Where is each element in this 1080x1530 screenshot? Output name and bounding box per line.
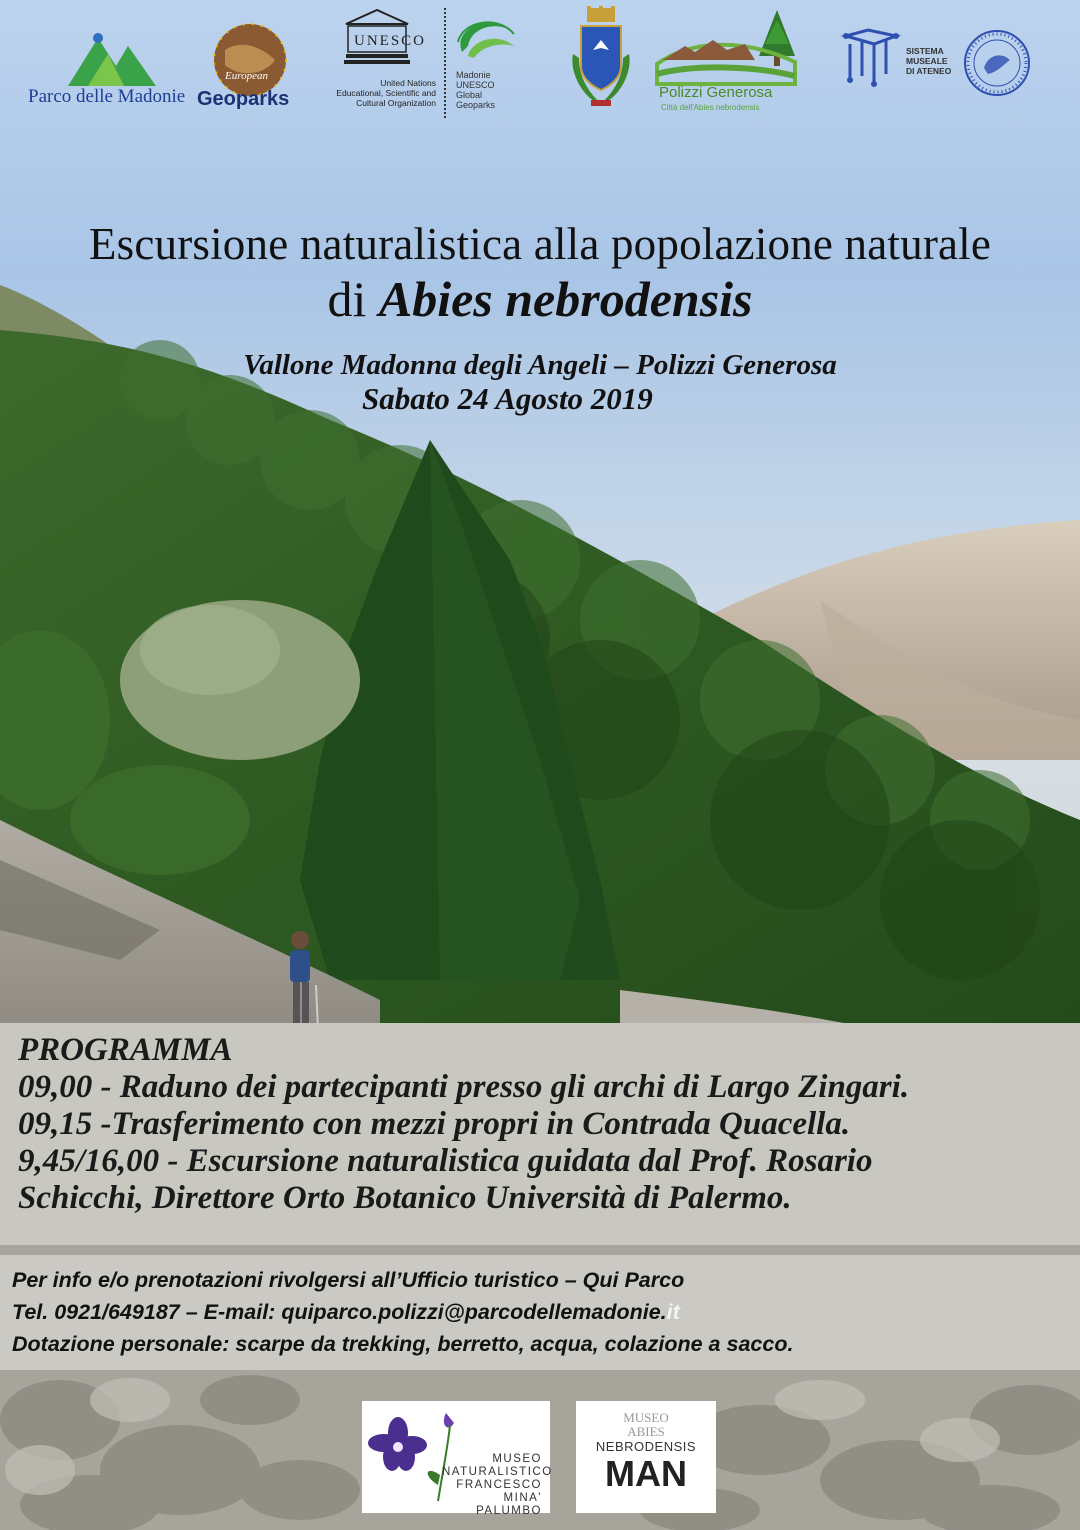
event-title-prefix: di <box>327 271 367 327</box>
unesco-divider <box>444 8 446 118</box>
polizzi-title: Polizzi Generosa <box>659 84 773 101</box>
sistema-caption-line2: MUSEALE <box>906 56 948 66</box>
university-seal-icon <box>962 28 1032 98</box>
info-contact-line: Per info e/o prenotazioni rivolgersi all’Ufficio turistico – Qui Parco <box>12 1268 685 1292</box>
info-phone-email-line <box>12 1296 1072 1328</box>
parco-madonie-label: Parco delle Madonie <box>28 86 186 107</box>
madonie-caption-line1: Madonie <box>456 70 491 80</box>
unesco-caption-line3: Cultural Organization <box>356 98 436 108</box>
geopark-swirl-icon <box>452 12 522 70</box>
comune-coat-of-arms-logo <box>565 4 637 112</box>
event-title-line1: Escursione naturalistica alla popolazione naturale <box>88 219 992 269</box>
museo1-line1: MUSEO <box>492 1453 542 1465</box>
museo1-line2: NATURALISTICO <box>442 1466 553 1478</box>
info-equipment-line: Dotazione personale: scarpe da trekking, berretto, acqua, colazione a sacco. <box>12 1332 794 1356</box>
unesco-caption-line2: Educational, Scientific and <box>336 88 436 98</box>
madonie-mountains-icon <box>28 26 188 88</box>
polizzi-generosa-logo <box>655 4 800 116</box>
museo1-line3: FRANCESCO <box>456 1479 542 1491</box>
madonie-caption-line2: UNESCO <box>456 80 495 90</box>
program-heading: PROGRAMMA <box>18 1032 233 1068</box>
unesco-logo <box>308 6 446 118</box>
coat-of-arms-icon <box>565 4 637 112</box>
event-date: Sabato 24 Agosto 2019 <box>362 381 653 416</box>
sistema-museale-grid-icon <box>840 26 902 88</box>
phone-email-text: Tel. 0921/649187 – E-mail: quiparco.polizzi@parcodellemadonie. <box>12 1300 667 1324</box>
museo2-line3: NEBRODENSIS <box>595 1439 697 1454</box>
museo2-line1: MUSEO <box>623 1410 669 1425</box>
museo-mina-palumbo-caption <box>442 1453 553 1518</box>
sistema-caption-line1: SISTEMA <box>906 46 944 56</box>
species-name: Abies nebrodensis <box>378 271 753 327</box>
madonie-geopark-caption <box>456 70 495 110</box>
european-geoparks-logo <box>195 20 305 115</box>
event-title-line2 <box>0 270 1080 328</box>
unesco-caption <box>308 78 436 108</box>
program-section <box>18 1032 1078 1217</box>
sistema-caption-line3: DI ATENEO <box>906 66 952 76</box>
museo-mina-palumbo-logo <box>362 1401 553 1517</box>
museo2-man: MAN <box>605 1453 687 1494</box>
parco-madonie-logo <box>28 26 188 116</box>
madonie-global-geopark-logo <box>452 12 532 117</box>
email-domain-suffix: it <box>666 1300 680 1324</box>
geoparks-european-text: European <box>225 70 268 82</box>
unesco-caption-line1: United Nations <box>380 78 436 88</box>
program-item: 09,15 -Trasferimento con mezzi propri in Contrada Quacella. <box>18 1106 851 1142</box>
madonie-caption-line3: Global <box>456 90 483 100</box>
program-item: Schicchi, Direttore Orto Botanico Università di Palermo. <box>18 1180 792 1216</box>
university-seal-logo <box>962 28 1032 98</box>
museo-abies-nebrodensis-logo <box>576 1401 716 1513</box>
museo2-line2: ABIES <box>627 1424 665 1439</box>
polizzi-town-icon <box>655 4 800 86</box>
program-item: 9,45/16,00 - Escursione naturalistica guidata dal Prof. Rosario <box>18 1143 873 1179</box>
polizzi-subtitle: Città dell'Abies nebrodensis <box>661 103 760 112</box>
sistema-museale-logo <box>840 26 960 96</box>
unesco-word: UNESCO <box>354 33 427 49</box>
madonie-caption-line4: Geoparks <box>456 100 496 110</box>
event-location: Vallone Madonna degli Angeli – Polizzi Generosa <box>243 349 837 381</box>
info-section <box>12 1264 1072 1360</box>
geoparks-label: Geoparks <box>197 88 290 110</box>
program-item: 09,00 - Raduno dei partecipanti presso gli archi di Largo Zingari. <box>18 1069 910 1105</box>
museo1-line4: MINA' PALUMBO <box>476 1492 542 1517</box>
sistema-museale-caption <box>906 46 951 76</box>
